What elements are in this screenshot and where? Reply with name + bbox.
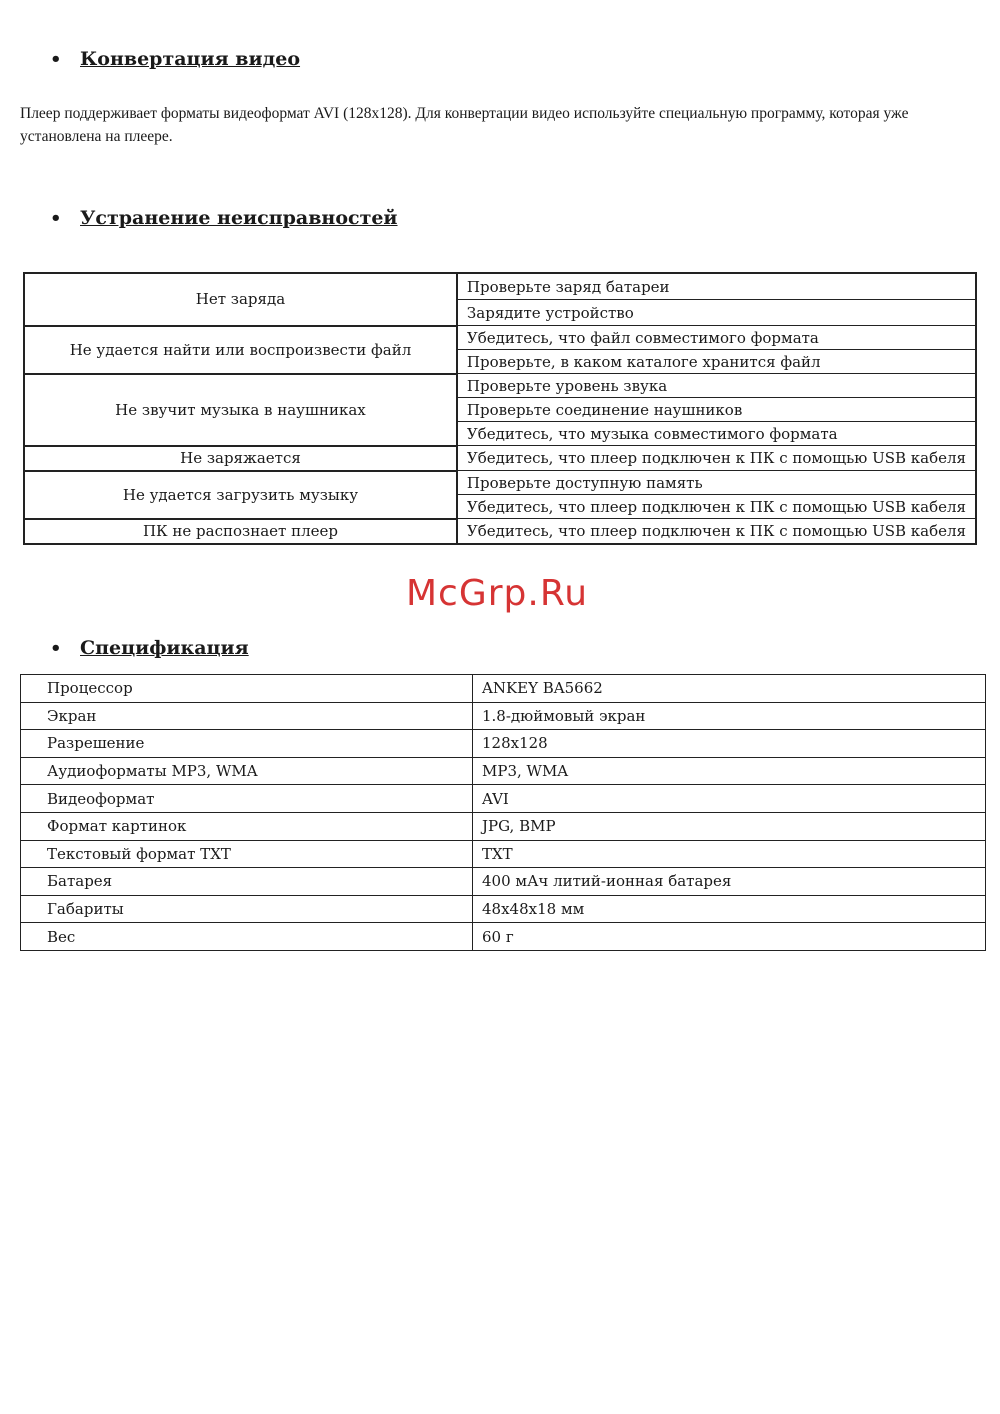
spec-label: Батарея — [21, 868, 473, 896]
table-row — [21, 868, 986, 896]
spec-label: Видеоформат — [21, 785, 473, 813]
spec-value: JPG, BMP — [473, 812, 986, 840]
solution-cell: Убедитесь, что плеер подключен к ПК с помощью USB кабеля — [457, 519, 976, 544]
table-row — [24, 326, 976, 350]
solution-cell: Проверьте заряд батареи — [457, 273, 976, 300]
spec-value: AVI — [473, 785, 986, 813]
heading-video: • Конвертация видео — [50, 48, 301, 70]
heading-spec: • Спецификация — [50, 637, 249, 659]
table-row — [21, 785, 986, 813]
table-row — [21, 702, 986, 730]
problem-cell: ПК не распознает плеер — [24, 519, 457, 544]
spec-label: Процессор — [21, 675, 473, 703]
spec-label: Аудиоформаты MP3, WMA — [21, 757, 473, 785]
table-row — [21, 840, 986, 868]
spec-label: Текстовый формат TXT — [21, 840, 473, 868]
spec-label: Разрешение — [21, 730, 473, 758]
table-row — [21, 675, 986, 703]
solution-cell: Убедитесь, что музыка совместимого формата — [457, 422, 976, 446]
spec-value: ANKEY BA5662 — [473, 675, 986, 703]
spec-table — [20, 674, 986, 951]
solution-cell: Зарядите устройство — [457, 300, 976, 326]
solution-cell: Убедитесь, что плеер подключен к ПК с помощью USB кабеля — [457, 446, 976, 471]
spec-label: Экран — [21, 702, 473, 730]
table-row — [24, 519, 976, 544]
spec-value: 1.8-дюймовый экран — [473, 702, 986, 730]
table-row — [21, 757, 986, 785]
heading-troubleshooting: • Устранение неисправностей — [50, 207, 398, 229]
solution-cell: Проверьте уровень звука — [457, 374, 976, 398]
table-row — [24, 471, 976, 495]
table-row — [21, 895, 986, 923]
solution-cell: Проверьте, в каком каталоге хранится файл — [457, 350, 976, 374]
spec-value: 60 г — [473, 923, 986, 951]
problem-cell: Не удается найти или воспроизвести файл — [24, 326, 457, 374]
spec-label: Габариты — [21, 895, 473, 923]
solution-cell: Убедитесь, что плеер подключен к ПК с помощью USB кабеля — [457, 495, 976, 519]
spec-value: 400 мАч литий-ионная батарея — [473, 868, 986, 896]
solution-cell: Проверьте доступную память — [457, 471, 976, 495]
table-row — [21, 730, 986, 758]
solution-cell: Проверьте соединение наушников — [457, 398, 976, 422]
spec-value: TXT — [473, 840, 986, 868]
troubleshooting-table — [23, 272, 977, 545]
spec-label: Формат картинок — [21, 812, 473, 840]
table-row — [24, 446, 976, 471]
table-row — [24, 374, 976, 398]
table-row — [21, 812, 986, 840]
watermark-logo: McGrp.Ru — [406, 573, 589, 614]
video-paragraph: Плеер поддерживает форматы видеоформат AVI (128x128). Для конвертации видео используйте специальную программу, которая уже установлена на плеере. — [20, 105, 909, 145]
solution-cell: Убедитесь, что файл совместимого формата — [457, 326, 976, 350]
problem-cell: Не удается загрузить музыку — [24, 471, 457, 519]
spec-value: MP3, WMA — [473, 757, 986, 785]
spec-label: Вес — [21, 923, 473, 951]
problem-cell: Нет заряда — [24, 273, 457, 326]
problem-cell: Не звучит музыка в наушниках — [24, 374, 457, 446]
table-row — [21, 923, 986, 951]
spec-value: 128x128 — [473, 730, 986, 758]
spec-value: 48x48x18 мм — [473, 895, 986, 923]
table-row — [24, 273, 976, 300]
problem-cell: Не заряжается — [24, 446, 457, 471]
